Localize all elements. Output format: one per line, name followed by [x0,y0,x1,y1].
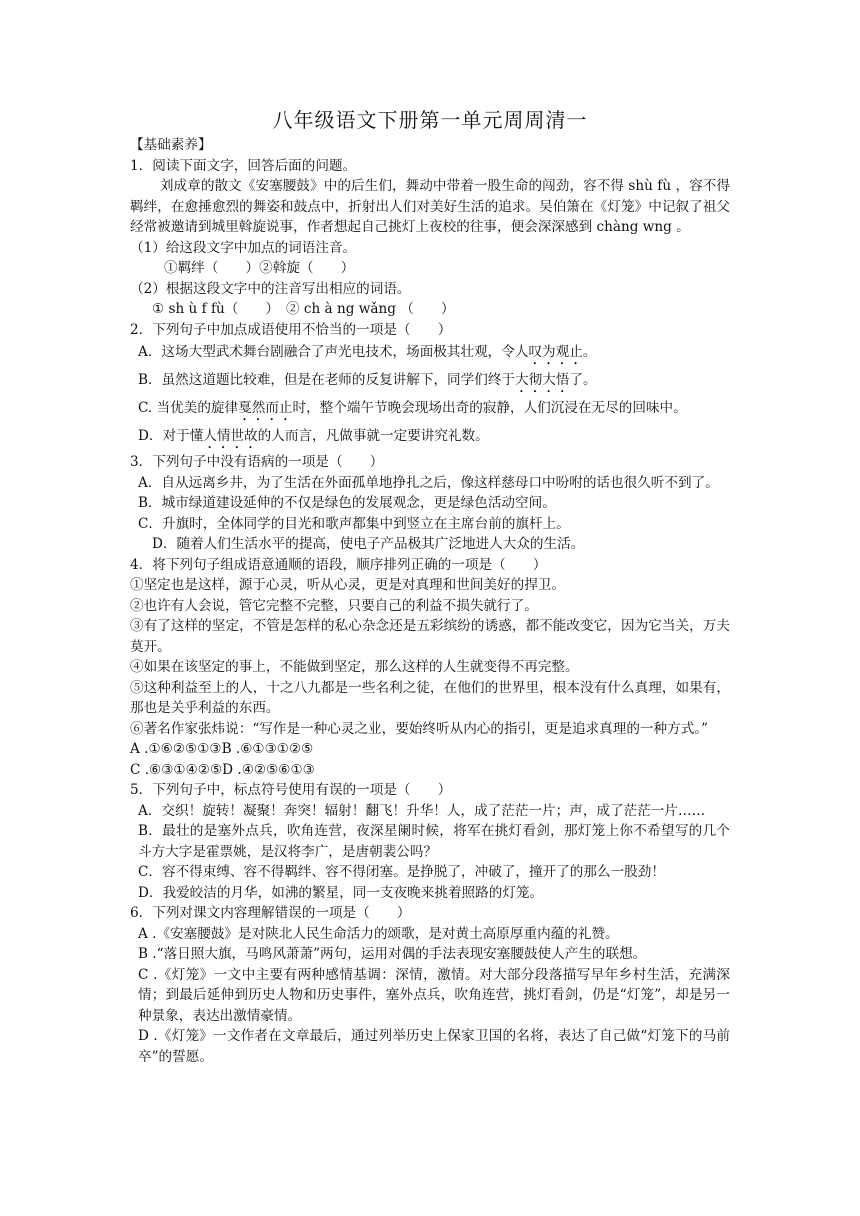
q2-stem: 2．下列句子中加点成语使用不恰当的一项是（ ） [130,321,452,338]
q1-sub1: （1）给这段文字中加点的词语注音。 [130,239,357,256]
q2-d-end: 的人而言，凡做事就一定要讲究礼数。 [257,428,489,444]
q2-option-c [130,396,730,424]
q4-options-cd: C .⑥③①④②⑤D .④②⑤⑥①③ [130,761,315,778]
q5-stem: 5．下列句子中，标点符号使用有误的一项是（ ） [130,782,452,798]
q2-c-text: C. 当优美的旋律 [138,400,239,416]
q3-option-c: C．升旗时，全体同学的目光和歌声都集中到竖立在主席台前的旗杆上。 [138,515,570,532]
q5-option-a: A．交织！旋转！凝聚！奔突！辐射！翻飞！升华！人，成了茫茫一片；声，成了茫茫一片…… [138,802,706,819]
q2-b-end: 了。 [569,372,597,388]
q6-stem: 6．下列对课文内容理解错误的一项是（ ） [130,905,411,921]
document-body [130,135,730,1067]
q2-c-end: 时，整个端午节晚会现场出奇的寂静，人们沉浸在无尽的回味中。 [292,400,687,416]
q2-a-end: 。 [582,344,597,360]
q2-d-text: D．对于懂 [138,428,204,444]
q6-option-d: D .《灯笼》一文作者在文章最后，通过列举历史上保家卫国的名将，表达了自己做“灯笼下的马前卒”的誓愿。 [138,1028,730,1065]
q4-sentence-2: ②也许有人会说，管它完整不完整，只要自己的利益不损失就行了。 [130,597,538,614]
q1-sub1-items: ①羁绊（ ）②斡旋（ ） [164,260,355,276]
q2-c-idiom: 戛然而止 [238,400,293,416]
q4-sentence-5: ⑤这种利益至上的人，十之八九都是一些名利之徒，在他们的世界里，根本没有什么真理，如果有，那也是关乎利益的东西。 [130,679,730,716]
q2-option-d [130,424,730,452]
q3-option-d: D．随着人们生活水平的提高，使电子产品极其广泛地进人大众的生活。 [152,536,585,552]
q4-sentence-6: ⑥著名作家张炜说：“写作是一种心灵之业，要始终听从内心的指引，更是追求真理的一种方式。” [130,720,709,737]
q3-option-b: B．城市绿道建设延伸的不仅是绿色的发展观念，更是绿色活动空间。 [138,495,556,511]
q4-sentence-3: ③有了这样的坚定，不管是怎样的私心杂念还是五彩缤纷的诱惑，都不能改变它，因为它当关，万夫莫开。 [130,618,730,655]
q6-option-c: C .《灯笼》一文中主要有两种感情基调：深情，激情。对大部分段落描写早年乡村生活，充满深情；到最后延伸到历史人物和历史事件，塞外点兵，吹角连营，挑灯看剑，仍是“灯笼”，却是另一种景象，表达出激情豪情。 [138,966,730,1024]
q1-sub2: （2）根据这段文字中的注音写出相应的词语。 [130,280,411,297]
q2-b-idiom: 大彻大悟 [515,372,570,388]
q4-sentence-4: ④如果在该坚定的事上，不能做到坚定，那么这样的人生就变得不再完整。 [130,659,579,675]
q3-stem: 3．下列句子中没有语病的一项是（ ） [130,454,384,470]
q2-option-a [130,340,730,368]
q2-option-b [130,368,730,396]
q2-a-text: A．这场大型武术舞台剧融合了声光电技术，场面极其壮观，令人 [138,344,529,360]
q6-option-b: B .“落日照大旗，马鸣风萧萧”两句，运用对偶的手法表现安塞腰鼓使人产生的联想。 [138,946,647,962]
q5-option-b: B．最壮的是塞外点兵，吹角连营，夜深星阑时候，将军在挑灯看剑，那灯笼上你不希望写的几个斗方大字是霍票姚，是汉将李广，是唐朝裴公吗？ [138,823,730,860]
q2-a-idiom: 叹为观止 [528,344,583,360]
q3-option-a: A．自从远离乡井，为了生活在外面孤单地挣扎之后，像这样慈母口中吩咐的话也很久听不到了。 [138,474,719,491]
page-title: 八年级语文下册第一单元周周清一 [272,108,588,132]
q1-sub2-items: ① sh ù f fù（ ） ② ch à ng wǎng （ ） [152,301,455,317]
q1-passage: 刘成章的散文《安塞腰鼓》中的后生们，舞动中带着一股生命的闯劲，容不得 shù fù ，容不得羁绊，在愈捶愈烈的舞姿和鼓点中，折射出人们对美好生活的追求。吴伯箫在《灯笼》中记叙了祖父经常被邀请到城里斡旋说事，作者想起自己挑灯上夜校的往事，便会深深感到 chàng wng 。 [130,178,730,235]
q2-d-idiom: 人情世故 [203,428,258,444]
q4-options-ab: A .①⑥②⑤①③B .⑥①③①②⑤ [130,741,314,757]
q5-option-d: D．我爱皎洁的月华，如沸的繁星，同一支夜晚来挑着照路的灯笼。 [138,884,544,901]
section-heading: 【基础素养】 [130,137,212,153]
q1-stem: 1．阅读下面文字，回答后面的问题。 [130,157,357,174]
q2-b-text: B．虽然这道题比较难，但是在老师的反复讲解下，同学们终于 [138,372,516,388]
q4-sentence-1: ①坚定也是这样，源于心灵，听从心灵，更是对真理和世间美好的捍卫。 [130,577,565,593]
q5-option-c: C．容不得束缚、容不得羁绊、容不得闭塞。是挣脱了，冲破了，撞开了的那么一股劲！ [138,864,665,880]
q4-stem: 4．将下列句子组成语意通顺的语段，顺序排列正确的一项是（ ） [130,556,547,573]
q6-option-a: A .《安塞腰鼓》是对陕北人民生命活力的颂歌，是对黄土高原厚重内蕴的礼赞。 [138,925,619,942]
